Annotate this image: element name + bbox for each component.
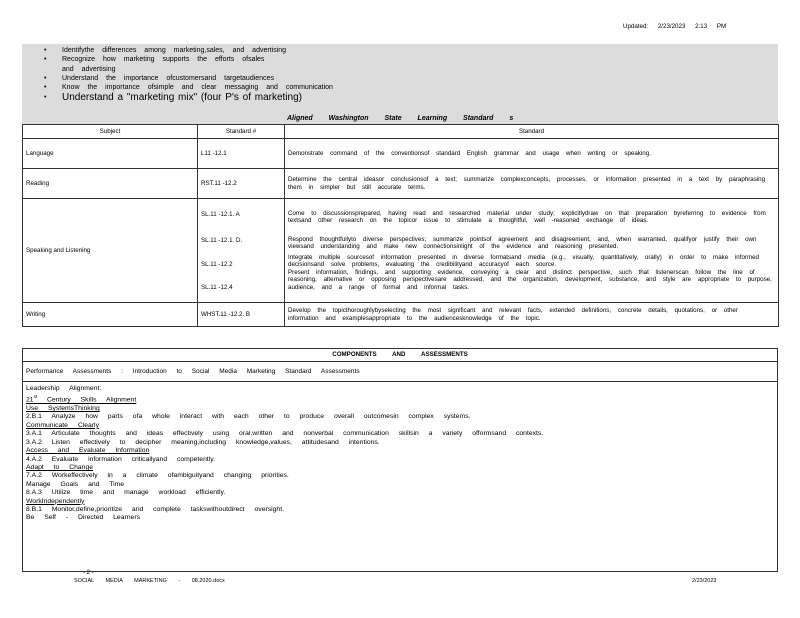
skill-line: Adapt to Change — [26, 463, 94, 471]
desc-cell — [285, 199, 779, 303]
standard-desc: Determine the central ideasor conclusionsof a text; summarize complexconcepts, processes, or information presented in a text by paraphrasing them in simpler but still accurate terms. — [288, 176, 766, 191]
subject-cell: Reading — [23, 169, 198, 199]
objective-item: • Understand a "marketing mix" (four P's of marketing) — [44, 92, 333, 103]
subject-cell: Speaking and Listening — [23, 199, 198, 303]
skill-line: 3.A.2 Listen effectively to decipher meaning,including knowledge,values, attitudesand intentions. — [26, 438, 380, 446]
table-row — [23, 139, 779, 169]
standards-header-row — [23, 125, 779, 139]
footer-filename: SOCIAL MEDIA MARKETING - 08.2020.docx — [74, 578, 225, 584]
subject-cell: Writing — [23, 303, 198, 327]
standard-desc: Present information, findings, and supporting evidence, conveying a clear and distinct perspective, such that listenerscan follow the line of reasoning, alternative or opposing perspectivesare addressed, and the organization, development, substance, and style are appropriate to purpose, audience, and a range of formal and informal tasks. — [288, 268, 772, 291]
updated-label: Updated: — [623, 23, 649, 30]
standard-code: SL.11 -12.4 — [201, 283, 233, 291]
standard-desc: Respond thoughtfullyto diverse perspectives; summarize pointsof agreement and disagreement, and, when warranted, qualifyor justify their own viewsand understanding and make new connectionsinlight of the evidence and reasoning presented. — [288, 235, 757, 251]
header-standard: Standard — [285, 125, 779, 139]
skill-line: Use SystemsThinking — [26, 405, 100, 413]
skill-line: WorkIndependently — [26, 497, 85, 505]
table-row — [23, 303, 779, 327]
standard-desc: Demonstrate command of the conventionsof standard English grammar and usage when writing or speaking. — [288, 149, 651, 157]
components-section — [22, 348, 778, 572]
subject-cell: Language — [23, 139, 198, 169]
standard-code: SL.11 -12.1. D. — [201, 236, 243, 244]
updated-date: 2/23/2023 — [657, 23, 686, 30]
components-title: COMPONENTS AND ASSESSMENTS — [23, 349, 777, 362]
objective-item: • Recognize how marketing supports the efforts ofsales — [44, 55, 333, 64]
code-cell — [198, 199, 285, 303]
code-cell: L11 -12.1 — [198, 139, 285, 169]
objective-item-continued: and advertising — [62, 65, 116, 73]
skill-line: Be Self - Directed Learners — [26, 514, 140, 522]
skills-list — [23, 382, 777, 523]
header-subject: Subject — [23, 125, 198, 139]
skill-line: Communicate Clearly — [26, 421, 99, 429]
standards-table — [22, 124, 779, 327]
standard-desc: Integrate multiple sourcesof information presented in diverse formatsand media (e.g., visually, quantitatively, orally) in order to make informed decisionsand solve problems, evaluating the credibilityand accuracyof each source. — [288, 253, 759, 269]
page-number: - 2 - — [83, 570, 94, 576]
standard-code: SL.11 -12.2 — [201, 260, 233, 268]
code-cell: WHST.11 -12.2. B — [198, 303, 285, 327]
skill-line: 4.A.2 Evaluate information criticallyand competently. — [26, 455, 216, 463]
skill-line: 2.B.1 Analyze how parts ofa whole interact with each other to produce overall outcomesin complex systems. — [26, 413, 471, 421]
footer-date: 2/23/2023 — [692, 578, 717, 584]
standard-desc: Come to discussionsprepared, having read and researched material under study; explicitlydraw on that preparation byreferring to evidence from textsand other research on the topicor issue to stimulate a thoughtful, well -reasoned exchange of ideas. — [288, 209, 766, 225]
skill-line: 8.A.3 Utilize time and manage workload efficiently. — [26, 489, 226, 497]
objective-item: • Identifythe differences among marketing,sales, and advertising — [44, 46, 333, 55]
skill-line: 21st Century Skills Alignment — [26, 394, 137, 404]
code-cell: RST.11 -12.2 — [198, 169, 285, 199]
desc-cell — [285, 139, 779, 169]
skill-line: Leadership Alignment: — [26, 385, 102, 392]
desc-cell — [285, 303, 779, 327]
updated-stamp — [623, 23, 726, 30]
aligned-standards-title: Aligned Washington State Learning Standard s — [287, 115, 514, 122]
objective-item: • Know the importance ofsimple and clear messaging and communication — [44, 83, 333, 92]
standard-code: SL.11 -12.1. A — [201, 210, 240, 218]
skill-line: Manage Goals and Time — [26, 480, 125, 488]
skill-line: Access and Evaluate Information — [26, 447, 150, 455]
table-row — [23, 199, 779, 303]
skill-line: 3.A.1 Articulate thoughts and ideas effectively using oral,written and nonverbal communication skillsin a variety offormsand contexts. — [26, 430, 544, 438]
skill-line: 7.A.2 Workeffectively in a climate ofambiguityand changing priorities. — [26, 472, 289, 480]
objective-item: • Understand the importance ofcustomersand targetaudiences — [44, 74, 333, 83]
skill-line: 8.B.1 Monitor,define,prioritize and complete taskswithoutdirect oversight. — [26, 505, 284, 513]
standard-desc: Develop the topicthoroughlybyselecting the most significant and relevant facts, extended definitions, concrete details, quotations, or other information and examplesappropriate to the audiencesknowledge of the topic. — [288, 307, 738, 322]
header-standard-number: Standard # — [198, 125, 285, 139]
table-row — [23, 169, 779, 199]
objectives-list — [44, 46, 333, 103]
performance-assessments: Performance Assessments : Introduction to Social Media Marketing Standard Assessments — [23, 362, 777, 382]
updated-time: 2:13 PM — [695, 23, 727, 30]
desc-cell — [285, 169, 779, 199]
